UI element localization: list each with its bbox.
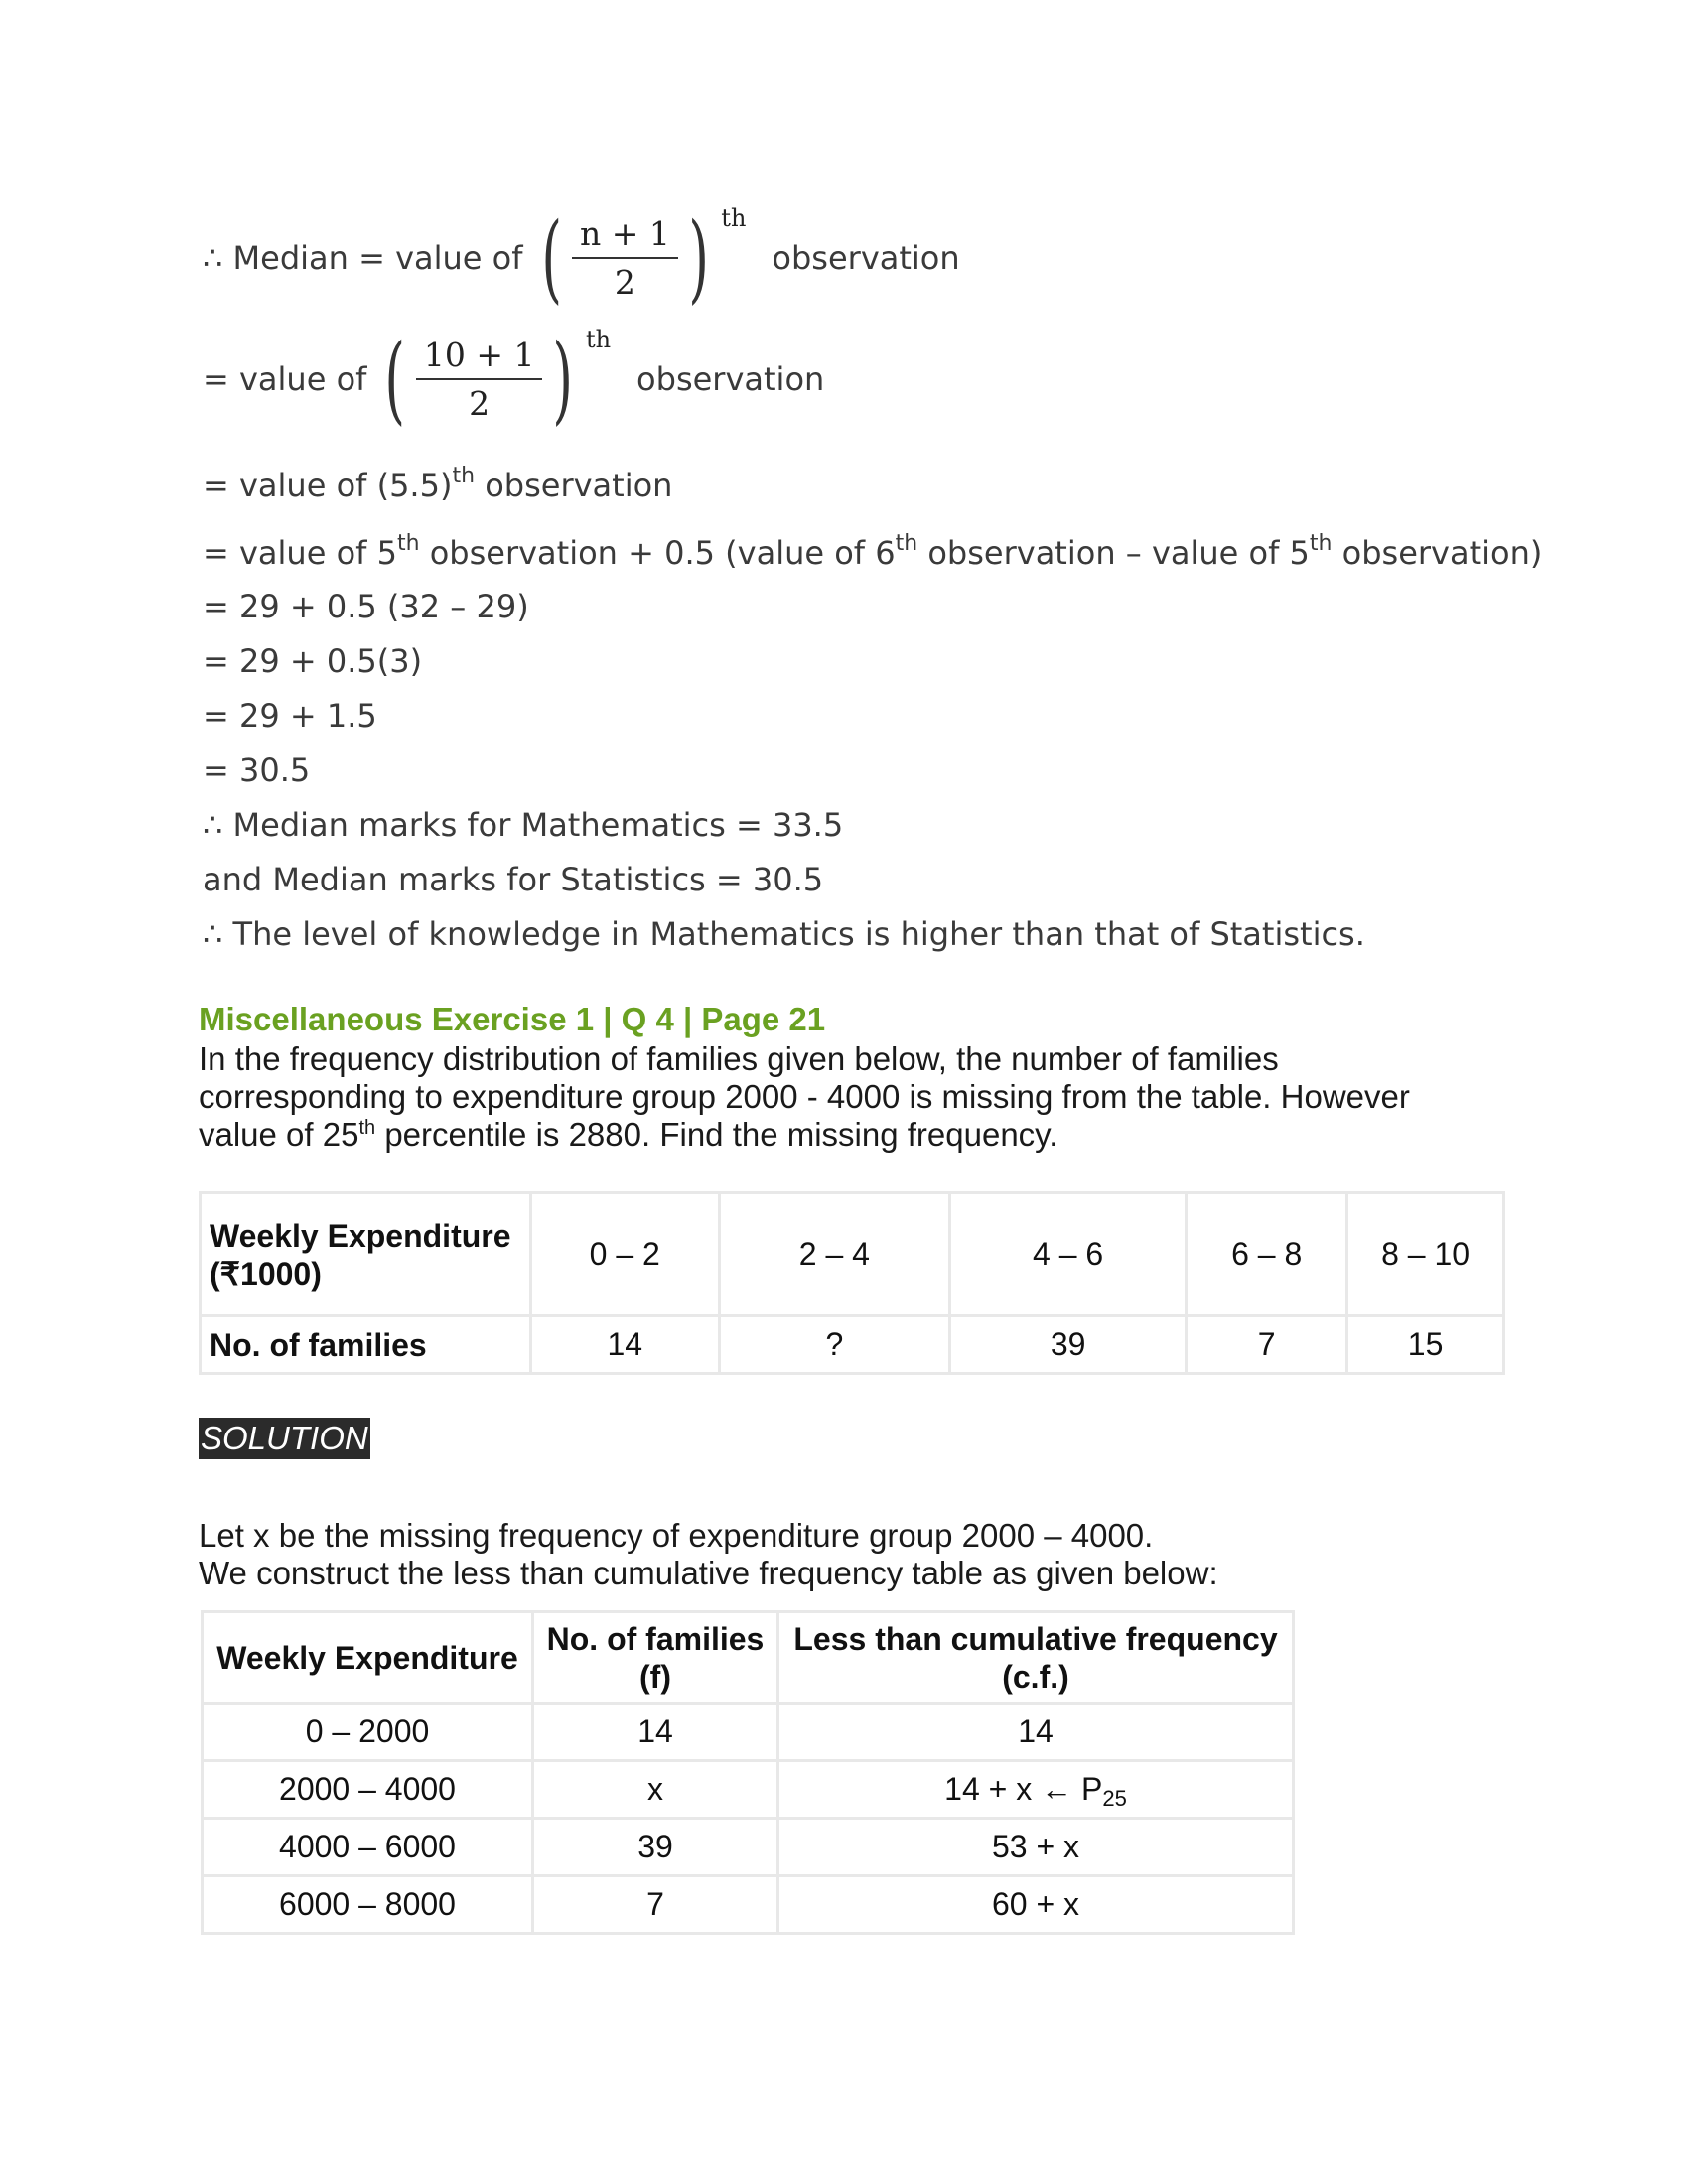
- ordinal-exponent: th: [585, 326, 612, 353]
- fraction: [416, 336, 543, 423]
- table-cell: [778, 1761, 1294, 1819]
- table-cell: 14: [533, 1704, 778, 1761]
- table-cell: 0 – 2000: [203, 1704, 533, 1761]
- fraction: [572, 214, 678, 302]
- fraction-numerator: n + 1: [572, 214, 678, 259]
- subscript: 25: [1102, 1786, 1127, 1811]
- table-cell: 39: [950, 1316, 1187, 1374]
- table-cell: 7: [1187, 1316, 1347, 1374]
- table-cell: 14: [530, 1316, 719, 1374]
- fraction-denominator: 2: [614, 263, 635, 302]
- superscript: th: [1309, 531, 1333, 556]
- question-text-part: In the frequency distribution of families given below, the number of families corresponding to expenditure group 2000 - 4000 is missing from the table. However value of 25: [199, 1040, 1410, 1153]
- line-text: observation: [475, 467, 673, 504]
- table-row: [203, 1761, 1294, 1819]
- row-header: Weekly Expenditure (₹1000): [201, 1193, 531, 1316]
- table-row: [203, 1819, 1294, 1876]
- cumulative-frequency-table: [201, 1610, 1295, 1935]
- solution-line: We construct the less than cumulative frequency table as given below:: [199, 1555, 1218, 1591]
- substitution-line: [203, 324, 825, 435]
- table-row: [203, 1876, 1294, 1934]
- solution-label: SOLUTION: [199, 1418, 370, 1459]
- table-cell: 6 – 8: [1187, 1193, 1347, 1316]
- question-text-part: percentile is 2880. Find the missing frequency.: [375, 1116, 1058, 1153]
- table-cell: 8 – 10: [1347, 1193, 1504, 1316]
- fraction-denominator: 2: [469, 384, 491, 423]
- solution-line: Let x be the missing frequency of expenditure group 2000 – 4000.: [199, 1517, 1154, 1554]
- column-header: Less than cumulative frequency (c.f.): [778, 1612, 1294, 1704]
- table-cell: 14: [778, 1704, 1294, 1761]
- table-cell: 15: [1347, 1316, 1504, 1374]
- derivation-line-5: = 29 + 0.5 (32 – 29): [203, 588, 529, 625]
- formula-prefix: = value of: [203, 360, 367, 398]
- solution-text: [199, 1517, 1450, 1592]
- fraction-numerator: 10 + 1: [416, 336, 543, 380]
- superscript: th: [895, 531, 918, 556]
- line-text: = value of (5.5): [203, 467, 453, 504]
- line-text: = value of 5: [203, 534, 397, 572]
- cell-text: 14 + x ← P: [944, 1771, 1103, 1807]
- table-row: [203, 1704, 1294, 1761]
- ordinal-exponent: th: [721, 205, 747, 232]
- question-heading: Miscellaneous Exercise 1 | Q 4 | Page 21: [199, 1001, 826, 1037]
- table-cell: 4000 – 6000: [203, 1819, 533, 1876]
- column-header: No. of families (f): [533, 1612, 778, 1704]
- derivation-line-7: = 29 + 1.5: [203, 697, 377, 735]
- table-header-row: [203, 1612, 1294, 1704]
- row-header: No. of families: [201, 1316, 531, 1374]
- superscript: th: [358, 1117, 376, 1139]
- table-cell: 53 + x: [778, 1819, 1294, 1876]
- table-cell: 2000 – 4000: [203, 1761, 533, 1819]
- table-cell: 6000 – 8000: [203, 1876, 533, 1934]
- median-formula-line: [203, 203, 960, 314]
- table-cell: 60 + x: [778, 1876, 1294, 1934]
- fraction-group: [533, 203, 718, 314]
- line-text: observation + 0.5 (value of 6: [419, 534, 896, 572]
- table-cell: x: [533, 1761, 778, 1819]
- derivation-line-9: ∴ Median marks for Mathematics = 33.5: [203, 806, 844, 844]
- table-cell: 2 – 4: [719, 1193, 949, 1316]
- table-cell: 39: [533, 1819, 778, 1876]
- right-paren: ): [552, 324, 574, 435]
- derivation-line-6: = 29 + 0.5(3): [203, 642, 423, 680]
- derivation-line-3: [203, 464, 673, 504]
- formula-suffix: observation: [772, 239, 960, 277]
- table-cell: 0 – 2: [530, 1193, 719, 1316]
- derivation-line-11: ∴ The level of knowledge in Mathematics is higher than that of Statistics.: [203, 915, 1365, 953]
- formula-suffix: observation: [636, 360, 825, 398]
- frequency-table: [199, 1191, 1505, 1375]
- table-row: [201, 1193, 1504, 1316]
- line-text: observation): [1332, 534, 1543, 572]
- superscript: th: [452, 464, 476, 488]
- left-paren: (: [540, 203, 562, 314]
- derivation-line-10: and Median marks for Statistics = 30.5: [203, 861, 824, 898]
- table-cell: 7: [533, 1876, 778, 1934]
- column-header: Weekly Expenditure: [203, 1612, 533, 1704]
- formula-prefix: ∴ Median = value of: [203, 239, 523, 277]
- fraction-group: [376, 324, 582, 435]
- right-paren: ): [688, 203, 709, 314]
- question-text: [199, 1040, 1450, 1154]
- left-paren: (: [384, 324, 406, 435]
- derivation-line-4: [203, 531, 1543, 572]
- superscript: th: [396, 531, 420, 556]
- table-cell: 4 – 6: [950, 1193, 1187, 1316]
- table-cell: ?: [719, 1316, 949, 1374]
- derivation-line-8: = 30.5: [203, 751, 311, 789]
- line-text: observation – value of 5: [917, 534, 1310, 572]
- table-row: [201, 1316, 1504, 1374]
